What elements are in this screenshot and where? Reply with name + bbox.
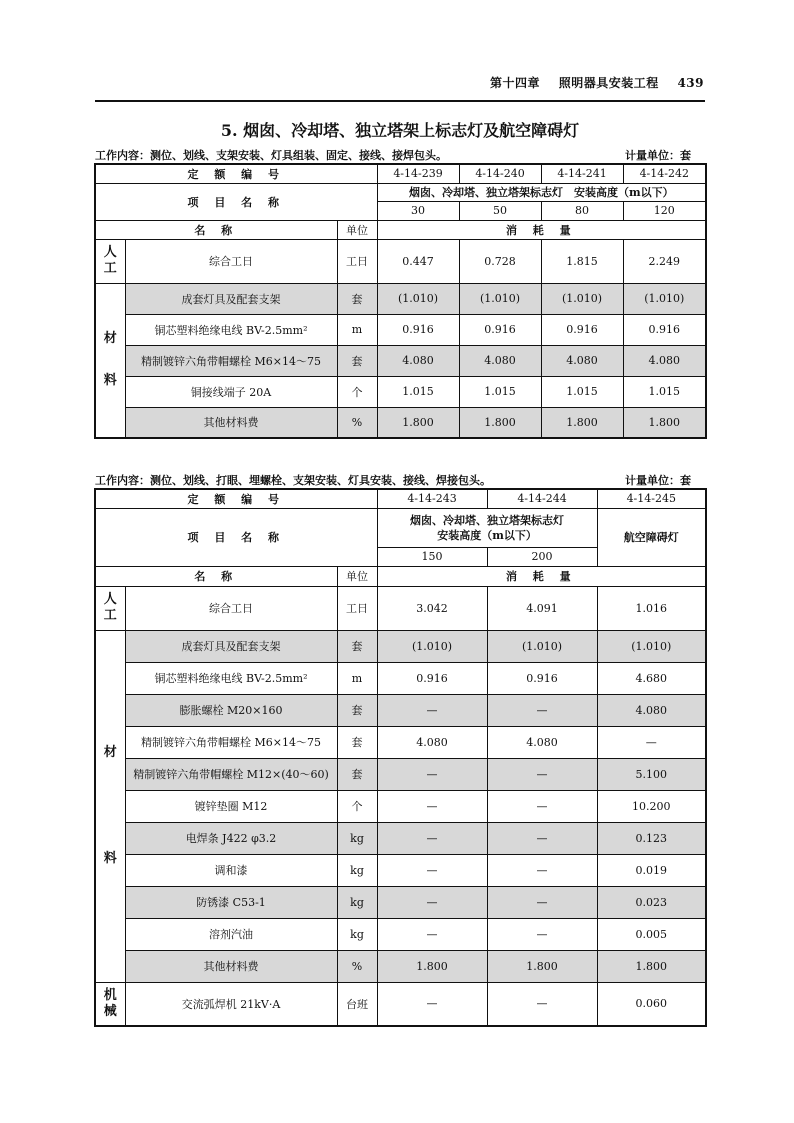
page-number: 439: [677, 76, 704, 90]
value-cell: (1.010): [487, 630, 597, 662]
item-unit: 台班: [337, 982, 377, 1026]
item-unit: %: [337, 950, 377, 982]
value-cell: 1.800: [487, 950, 597, 982]
item-unit: 套: [337, 758, 377, 790]
value-cell: —: [597, 726, 706, 758]
value-cell: 1.815: [541, 239, 623, 283]
measure-unit: 计量单位：套: [625, 149, 691, 162]
item-name: 铜芯塑料绝缘电线 BV-2.5mm²: [125, 662, 337, 694]
item-name: 成套灯具及配套支架: [125, 630, 337, 662]
consumption-label: 消 耗 量: [377, 220, 706, 239]
value-cell: —: [377, 918, 487, 950]
category-materials: [95, 630, 125, 982]
value-cell: 4.080: [623, 345, 706, 376]
value-cell: 0.023: [597, 886, 706, 918]
quota-code: 4-14-243: [377, 489, 487, 508]
category-machinery: 机 械: [95, 982, 125, 1026]
value-cell: —: [487, 982, 597, 1026]
item-name: 成套灯具及配套支架: [125, 283, 337, 314]
value-cell: 0.916: [541, 314, 623, 345]
category-labor: 人 工: [95, 239, 125, 283]
value-cell: —: [377, 822, 487, 854]
quota-table-2: [94, 488, 707, 1027]
consumption-label: 消 耗 量: [377, 566, 706, 586]
value-cell: 2.249: [623, 239, 706, 283]
value-cell: 0.916: [459, 314, 541, 345]
value-cell: 1.015: [623, 376, 706, 407]
quota-code: 4-14-240: [459, 164, 541, 183]
value-cell: 1.800: [459, 407, 541, 438]
item-unit: 工日: [337, 586, 377, 630]
group-label: 烟囱、冷却塔、独立塔架标志灯 安装高度（m以下）: [377, 183, 706, 201]
height-value: 150: [377, 547, 487, 566]
value-cell: —: [487, 790, 597, 822]
item-name: 精制镀锌六角带帽螺栓 M6×14～75: [125, 726, 337, 758]
item-name: 精制镀锌六角带帽螺栓 M6×14～75: [125, 345, 337, 376]
value-cell: 1.800: [377, 950, 487, 982]
category-char: 料: [103, 851, 117, 866]
value-cell: —: [377, 694, 487, 726]
item-name-label: 项 目 名 称: [95, 183, 377, 220]
item-unit: kg: [337, 822, 377, 854]
work-content: 工作内容：测位、划线、支架安装、灯具组装、固定、接线、接焊包头。: [95, 149, 447, 162]
value-cell: 3.042: [377, 586, 487, 630]
value-cell: 4.080: [541, 345, 623, 376]
category-char: 材: [103, 745, 117, 760]
item-name: 电焊条 J422 φ3.2: [125, 822, 337, 854]
value-cell: (1.010): [597, 630, 706, 662]
item-unit: 个: [337, 376, 377, 407]
height-value: 120: [623, 201, 706, 220]
item-unit: kg: [337, 886, 377, 918]
header-rule: [95, 100, 705, 102]
value-cell: (1.010): [459, 283, 541, 314]
value-cell: 0.060: [597, 982, 706, 1026]
value-cell: (1.010): [623, 283, 706, 314]
unit-column-label: 单位: [337, 220, 377, 239]
item-name: 调和漆: [125, 854, 337, 886]
quota-code: 4-14-241: [541, 164, 623, 183]
aviation-light-label: 航空障碍灯: [597, 508, 706, 566]
item-unit: kg: [337, 918, 377, 950]
value-cell: 1.800: [377, 407, 459, 438]
item-name: 镀锌垫圈 M12: [125, 790, 337, 822]
value-cell: —: [377, 854, 487, 886]
item-name: 交流弧焊机 21kV·A: [125, 982, 337, 1026]
item-unit: 套: [337, 694, 377, 726]
item-unit: m: [337, 662, 377, 694]
group-label-line: 烟囱、冷却塔、独立塔架标志灯: [410, 513, 565, 527]
category-char: 材: [103, 331, 117, 347]
value-cell: —: [377, 886, 487, 918]
quota-code: 4-14-239: [377, 164, 459, 183]
item-name: 溶剂汽油: [125, 918, 337, 950]
value-cell: —: [487, 758, 597, 790]
value-cell: 0.005: [597, 918, 706, 950]
value-cell: 10.200: [597, 790, 706, 822]
value-cell: —: [377, 758, 487, 790]
chapter-title: 照明器具安装工程: [558, 76, 659, 90]
unit-column-label: 单位: [337, 566, 377, 586]
height-value: 200: [487, 547, 597, 566]
chapter-number: 第十四章: [490, 76, 541, 90]
value-cell: 1.016: [597, 586, 706, 630]
work-content: 工作内容：测位、划线、打眼、埋螺栓、支架安装、灯具安装、接线、焊接包头。: [95, 474, 491, 487]
value-cell: 0.123: [597, 822, 706, 854]
item-unit: kg: [337, 854, 377, 886]
category-char: 料: [103, 373, 117, 389]
item-name: 综合工日: [125, 586, 337, 630]
value-cell: 0.447: [377, 239, 459, 283]
value-cell: 0.916: [377, 662, 487, 694]
category-materials: [95, 283, 125, 438]
value-cell: 4.080: [377, 726, 487, 758]
value-cell: 1.015: [541, 376, 623, 407]
value-cell: 1.015: [459, 376, 541, 407]
item-name: 防锈漆 C53-1: [125, 886, 337, 918]
item-unit: 工日: [337, 239, 377, 283]
item-unit: 套: [337, 630, 377, 662]
value-cell: 1.015: [377, 376, 459, 407]
value-cell: 1.800: [541, 407, 623, 438]
value-cell: (1.010): [541, 283, 623, 314]
item-name: 其他材料费: [125, 950, 337, 982]
item-unit: 个: [337, 790, 377, 822]
value-cell: 0.728: [459, 239, 541, 283]
item-name: 精制镀锌六角带帽螺栓 M12×(40～60): [125, 758, 337, 790]
code-label: 定 额 编 号: [95, 489, 377, 508]
height-value: 50: [459, 201, 541, 220]
value-cell: 4.080: [459, 345, 541, 376]
value-cell: 0.916: [377, 314, 459, 345]
value-cell: 0.019: [597, 854, 706, 886]
item-name-label: 项 目 名 称: [95, 508, 377, 566]
item-name: 铜接线端子 20A: [125, 376, 337, 407]
height-value: 30: [377, 201, 459, 220]
code-label: 定 额 编 号: [95, 164, 377, 183]
value-cell: 0.916: [623, 314, 706, 345]
value-cell: (1.010): [377, 630, 487, 662]
value-cell: 4.680: [597, 662, 706, 694]
value-cell: 4.080: [597, 694, 706, 726]
item-name: 其他材料费: [125, 407, 337, 438]
group-label: [377, 508, 597, 547]
measure-unit: 计量单位：套: [625, 474, 691, 487]
value-cell: —: [487, 918, 597, 950]
group-label-line: 安装高度（m以下）: [437, 528, 537, 542]
value-cell: 1.800: [623, 407, 706, 438]
value-cell: 4.080: [377, 345, 459, 376]
value-cell: —: [487, 822, 597, 854]
quota-code: 4-14-242: [623, 164, 706, 183]
item-name: 铜芯塑料绝缘电线 BV-2.5mm²: [125, 314, 337, 345]
value-cell: 1.800: [597, 950, 706, 982]
height-value: 80: [541, 201, 623, 220]
value-cell: —: [377, 790, 487, 822]
category-labor: 人 工: [95, 586, 125, 630]
running-head: [96, 74, 704, 91]
section-title: 5. 烟囱、冷却塔、独立塔架上标志灯及航空障碍灯: [220, 121, 580, 140]
name-label: 名 称: [95, 566, 337, 586]
value-cell: 0.916: [487, 662, 597, 694]
quota-code: 4-14-245: [597, 489, 706, 508]
item-unit: m: [337, 314, 377, 345]
work-content-line-1: [95, 147, 705, 163]
value-cell: (1.010): [377, 283, 459, 314]
value-cell: —: [487, 694, 597, 726]
value-cell: —: [487, 854, 597, 886]
work-content-line-2: [95, 472, 705, 488]
value-cell: —: [487, 886, 597, 918]
quota-code: 4-14-244: [487, 489, 597, 508]
item-unit: 套: [337, 726, 377, 758]
item-unit: 套: [337, 283, 377, 314]
value-cell: 4.080: [487, 726, 597, 758]
quota-table-1: [94, 163, 707, 439]
item-unit: %: [337, 407, 377, 438]
name-label: 名 称: [95, 220, 337, 239]
value-cell: 5.100: [597, 758, 706, 790]
value-cell: 4.091: [487, 586, 597, 630]
item-unit: 套: [337, 345, 377, 376]
item-name: 膨胀螺栓 M20×160: [125, 694, 337, 726]
value-cell: —: [377, 982, 487, 1026]
item-name: 综合工日: [125, 239, 337, 283]
